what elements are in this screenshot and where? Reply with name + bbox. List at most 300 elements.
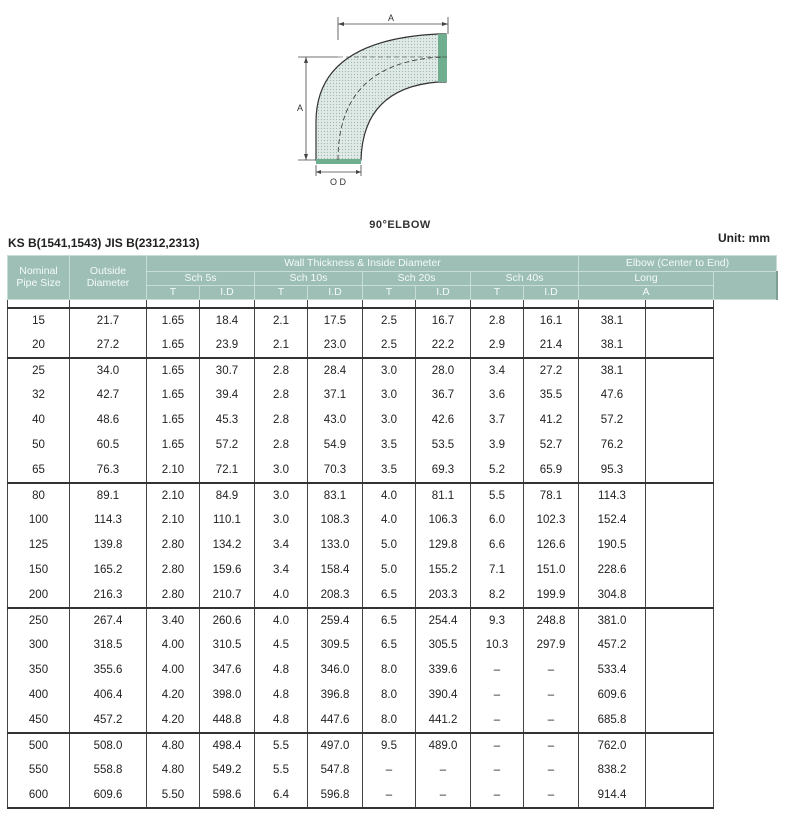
- cell-empty: [646, 533, 714, 558]
- cell-sch40s-id: 297.9: [524, 633, 579, 658]
- cell-sch5s-t: 1.65: [147, 358, 200, 383]
- cell-elbow-a: 76.2: [579, 433, 646, 458]
- header-id: I.D: [308, 286, 363, 300]
- header-id: I.D: [416, 286, 471, 300]
- cell-sch20s-id: 155.2: [416, 558, 471, 583]
- cell-sch10s-id: 259.4: [308, 608, 363, 633]
- spacer-cell: [471, 300, 524, 308]
- cell-empty: [646, 683, 714, 708]
- cell-sch20s-id: 203.3: [416, 583, 471, 608]
- cell-sch10s-t: 2.8: [255, 358, 308, 383]
- cell-sch20s-id: 390.4: [416, 683, 471, 708]
- cell-empty: [646, 358, 714, 383]
- cell-sch20s-id: 28.0: [416, 358, 471, 383]
- cell-sch5s-id: 598.6: [200, 783, 255, 808]
- cell-sch40s-t: –: [471, 708, 524, 733]
- cell-sch5s-id: 57.2: [200, 433, 255, 458]
- cell-sch10s-id: 37.1: [308, 383, 363, 408]
- cell-sch5s-id: 498.4: [200, 733, 255, 758]
- cell-blank: [714, 608, 777, 633]
- cell-blank: [714, 583, 777, 608]
- cell-sch20s-id: 254.4: [416, 608, 471, 633]
- cell-sch5s-id: 347.6: [200, 658, 255, 683]
- header-sch-40s: Sch 40s: [471, 272, 579, 286]
- cell-sch10s-t: 3.0: [255, 508, 308, 533]
- cell-blank: [714, 433, 777, 458]
- cell-nominal-size: 450: [8, 708, 70, 733]
- cell-empty: [646, 708, 714, 733]
- cell-sch10s-t: 2.8: [255, 433, 308, 458]
- cell-sch40s-t: –: [471, 783, 524, 808]
- cell-sch40s-id: 52.7: [524, 433, 579, 458]
- cell-sch5s-t: 4.20: [147, 708, 200, 733]
- cell-blank: [714, 658, 777, 683]
- cell-nominal-size: 125: [8, 533, 70, 558]
- cell-sch40s-id: 126.6: [524, 533, 579, 558]
- cell-outside-diameter: 406.4: [70, 683, 147, 708]
- cell-sch40s-t: 9.3: [471, 608, 524, 633]
- cell-sch20s-t: 4.0: [363, 483, 416, 508]
- label-od: O D: [329, 177, 347, 187]
- cell-sch20s-id: 489.0: [416, 733, 471, 758]
- cell-sch20s-t: 3.5: [363, 433, 416, 458]
- cell-sch40s-id: 78.1: [524, 483, 579, 508]
- cell-sch5s-id: 159.6: [200, 558, 255, 583]
- cell-sch5s-t: 1.65: [147, 333, 200, 358]
- cell-sch40s-t: 3.6: [471, 383, 524, 408]
- cell-blank: [714, 383, 777, 408]
- table-row: [8, 733, 777, 758]
- cell-sch40s-id: 102.3: [524, 508, 579, 533]
- spacer-cell: [308, 300, 363, 308]
- table-row: [8, 383, 777, 408]
- cell-sch5s-t: 4.80: [147, 758, 200, 783]
- cell-nominal-size: 600: [8, 783, 70, 808]
- cell-sch10s-id: 43.0: [308, 408, 363, 433]
- cell-empty: [646, 508, 714, 533]
- table-row: [8, 783, 777, 808]
- cell-elbow-a: 533.4: [579, 658, 646, 683]
- cell-outside-diameter: 48.6: [70, 408, 147, 433]
- cell-sch40s-t: 2.9: [471, 333, 524, 358]
- cell-sch10s-t: 4.8: [255, 708, 308, 733]
- cell-blank: [714, 683, 777, 708]
- header-outside-diameter: Outside Diameter: [70, 256, 147, 300]
- header-long: Long: [579, 272, 714, 286]
- cell-empty: [646, 333, 714, 358]
- cell-sch40s-t: –: [471, 733, 524, 758]
- cell-sch40s-id: 151.0: [524, 558, 579, 583]
- cell-sch40s-t: 3.7: [471, 408, 524, 433]
- cell-sch5s-t: 2.80: [147, 558, 200, 583]
- cell-nominal-size: 80: [8, 483, 70, 508]
- cell-outside-diameter: 609.6: [70, 783, 147, 808]
- cell-nominal-size: 15: [8, 308, 70, 333]
- cell-sch5s-id: 39.4: [200, 383, 255, 408]
- cell-nominal-size: 40: [8, 408, 70, 433]
- cell-elbow-a: 914.4: [579, 783, 646, 808]
- cell-outside-diameter: 318.5: [70, 633, 147, 658]
- cell-sch10s-t: 6.4: [255, 783, 308, 808]
- cell-blank: [714, 483, 777, 508]
- cell-outside-diameter: 267.4: [70, 608, 147, 633]
- cell-sch10s-id: 447.6: [308, 708, 363, 733]
- cell-elbow-a: 609.6: [579, 683, 646, 708]
- cell-sch10s-id: 596.8: [308, 783, 363, 808]
- cell-elbow-a: 38.1: [579, 358, 646, 383]
- cell-empty: [646, 658, 714, 683]
- cell-sch5s-id: 18.4: [200, 308, 255, 333]
- cell-sch10s-t: 4.8: [255, 658, 308, 683]
- cell-sch5s-t: 5.50: [147, 783, 200, 808]
- cell-sch10s-id: 54.9: [308, 433, 363, 458]
- cell-outside-diameter: 42.7: [70, 383, 147, 408]
- cell-outside-diameter: 355.6: [70, 658, 147, 683]
- cell-sch40s-id: –: [524, 683, 579, 708]
- cell-sch20s-id: 81.1: [416, 483, 471, 508]
- cell-elbow-a: 838.2: [579, 758, 646, 783]
- table-body: [8, 300, 777, 808]
- cell-sch40s-t: 8.2: [471, 583, 524, 608]
- cell-outside-diameter: 139.8: [70, 533, 147, 558]
- cell-sch40s-id: 21.4: [524, 333, 579, 358]
- cell-sch40s-t: –: [471, 758, 524, 783]
- cell-sch20s-id: –: [416, 758, 471, 783]
- header-id: I.D: [524, 286, 579, 300]
- spacer-cell: [646, 300, 714, 308]
- table-row: [8, 558, 777, 583]
- cell-elbow-a: 38.1: [579, 308, 646, 333]
- cell-sch5s-t: 1.65: [147, 308, 200, 333]
- cell-sch40s-t: 6.6: [471, 533, 524, 558]
- cell-nominal-size: 32: [8, 383, 70, 408]
- cell-nominal-size: 65: [8, 458, 70, 483]
- cell-outside-diameter: 165.2: [70, 558, 147, 583]
- cell-empty: [646, 783, 714, 808]
- elbow-spec-table: [7, 255, 778, 809]
- cell-nominal-size: 25: [8, 358, 70, 383]
- cell-blank: [714, 708, 777, 733]
- cell-empty: [646, 583, 714, 608]
- cell-nominal-size: 400: [8, 683, 70, 708]
- cell-sch20s-id: 339.6: [416, 658, 471, 683]
- header-id: I.D: [200, 286, 255, 300]
- table-row: [8, 358, 777, 383]
- cell-sch10s-t: 3.0: [255, 458, 308, 483]
- cell-sch20s-t: 2.5: [363, 333, 416, 358]
- table-row: [8, 633, 777, 658]
- spacer-cell: [363, 300, 416, 308]
- spacer-cell: [70, 300, 147, 308]
- cell-sch5s-id: 84.9: [200, 483, 255, 508]
- cell-sch5s-t: 1.65: [147, 408, 200, 433]
- cell-sch5s-t: 4.00: [147, 658, 200, 683]
- cell-sch10s-t: 2.1: [255, 308, 308, 333]
- cell-sch5s-t: 2.80: [147, 583, 200, 608]
- cell-sch10s-t: 2.1: [255, 333, 308, 358]
- cell-sch10s-id: 23.0: [308, 333, 363, 358]
- table-row: [8, 608, 777, 633]
- unit-label: Unit: mm: [718, 231, 770, 245]
- cell-elbow-a: 381.0: [579, 608, 646, 633]
- cell-sch5s-t: 1.65: [147, 433, 200, 458]
- cell-sch10s-id: 133.0: [308, 533, 363, 558]
- cell-blank: [714, 533, 777, 558]
- cell-sch5s-id: 210.7: [200, 583, 255, 608]
- cell-elbow-a: 114.3: [579, 483, 646, 508]
- cell-sch20s-t: –: [363, 783, 416, 808]
- cell-sch20s-t: 3.0: [363, 383, 416, 408]
- cell-elbow-a: 38.1: [579, 333, 646, 358]
- cell-nominal-size: 100: [8, 508, 70, 533]
- cell-sch20s-t: 6.5: [363, 608, 416, 633]
- cell-sch10s-id: 108.3: [308, 508, 363, 533]
- cell-outside-diameter: 114.3: [70, 508, 147, 533]
- table-header: [8, 256, 777, 300]
- cell-sch40s-t: 6.0: [471, 508, 524, 533]
- cell-sch10s-t: 4.8: [255, 683, 308, 708]
- cell-outside-diameter: 60.5: [70, 433, 147, 458]
- header-elbow: Elbow (Center to End): [579, 256, 777, 272]
- cell-sch10s-id: 28.4: [308, 358, 363, 383]
- cell-sch5s-t: 2.10: [147, 508, 200, 533]
- cell-elbow-a: 47.6: [579, 383, 646, 408]
- spacer-cell: [200, 300, 255, 308]
- cell-empty: [646, 633, 714, 658]
- cell-sch5s-t: 1.65: [147, 383, 200, 408]
- cell-sch5s-id: 72.1: [200, 458, 255, 483]
- cell-outside-diameter: 76.3: [70, 458, 147, 483]
- cell-blank: [714, 308, 777, 333]
- table-row: [8, 458, 777, 483]
- cell-sch40s-id: 35.5: [524, 383, 579, 408]
- cell-elbow-a: 304.8: [579, 583, 646, 608]
- cell-blank: [714, 558, 777, 583]
- cell-sch10s-id: 17.5: [308, 308, 363, 333]
- header-sch-5s: Sch 5s: [147, 272, 255, 286]
- spacer-row: [8, 300, 777, 308]
- cell-sch40s-t: 3.4: [471, 358, 524, 383]
- cell-nominal-size: 20: [8, 333, 70, 358]
- table-row: [8, 308, 777, 333]
- cell-sch40s-id: 27.2: [524, 358, 579, 383]
- cell-sch5s-t: 2.80: [147, 533, 200, 558]
- cell-nominal-size: 300: [8, 633, 70, 658]
- cell-sch5s-t: 4.20: [147, 683, 200, 708]
- cell-empty: [646, 733, 714, 758]
- diagram-caption: 90°ELBOW: [369, 219, 431, 231]
- cell-sch40s-id: 65.9: [524, 458, 579, 483]
- cell-sch5s-id: 310.5: [200, 633, 255, 658]
- cell-outside-diameter: 508.0: [70, 733, 147, 758]
- cell-empty: [646, 458, 714, 483]
- cell-sch5s-t: 3.40: [147, 608, 200, 633]
- header-t: T: [255, 286, 308, 300]
- cell-sch20s-t: 6.5: [363, 583, 416, 608]
- cell-nominal-size: 50: [8, 433, 70, 458]
- cell-sch20s-id: –: [416, 783, 471, 808]
- cell-blank: [714, 408, 777, 433]
- cell-sch20s-t: 9.5: [363, 733, 416, 758]
- cell-sch40s-id: –: [524, 733, 579, 758]
- cell-sch40s-t: 2.8: [471, 308, 524, 333]
- cell-empty: [646, 408, 714, 433]
- standard-reference: KS B(1541,1543) JIS B(2312,2313): [8, 236, 200, 250]
- cell-sch10s-id: 83.1: [308, 483, 363, 508]
- cell-sch20s-t: 8.0: [363, 658, 416, 683]
- cell-sch20s-t: 4.0: [363, 508, 416, 533]
- cell-sch20s-id: 106.3: [416, 508, 471, 533]
- cell-elbow-a: 190.5: [579, 533, 646, 558]
- header-t: T: [147, 286, 200, 300]
- cell-sch10s-t: 5.5: [255, 733, 308, 758]
- spacer-cell: [579, 300, 646, 308]
- cell-sch40s-t: –: [471, 683, 524, 708]
- cell-elbow-a: 228.6: [579, 558, 646, 583]
- cell-sch5s-id: 23.9: [200, 333, 255, 358]
- cell-sch40s-t: 10.3: [471, 633, 524, 658]
- cell-sch5s-t: 2.10: [147, 458, 200, 483]
- cell-blank: [714, 508, 777, 533]
- spacer-cell: [255, 300, 308, 308]
- cell-sch20s-t: 3.5: [363, 458, 416, 483]
- cell-sch10s-id: 158.4: [308, 558, 363, 583]
- cell-elbow-a: 685.8: [579, 708, 646, 733]
- label-a-top: A: [387, 13, 395, 23]
- cell-elbow-a: 152.4: [579, 508, 646, 533]
- cell-elbow-a: 457.2: [579, 633, 646, 658]
- cell-sch40s-id: 248.8: [524, 608, 579, 633]
- cell-blank: [714, 333, 777, 358]
- header-t: T: [363, 286, 416, 300]
- cell-sch10s-t: 2.8: [255, 383, 308, 408]
- table-row: [8, 758, 777, 783]
- cell-sch40s-t: 3.9: [471, 433, 524, 458]
- label-a-left: A: [296, 103, 304, 113]
- cell-sch40s-id: –: [524, 758, 579, 783]
- cell-sch10s-id: 547.8: [308, 758, 363, 783]
- cell-sch40s-id: –: [524, 783, 579, 808]
- spacer-cell: [8, 300, 70, 308]
- cell-sch20s-t: 5.0: [363, 533, 416, 558]
- cell-sch10s-t: 3.4: [255, 533, 308, 558]
- cell-sch20s-id: 22.2: [416, 333, 471, 358]
- cell-nominal-size: 500: [8, 733, 70, 758]
- cell-sch20s-t: 8.0: [363, 708, 416, 733]
- cell-empty: [646, 383, 714, 408]
- header-nominal-size: Nominal Pipe Size: [8, 256, 70, 300]
- spacer-cell: [147, 300, 200, 308]
- spacer-cell: [714, 300, 777, 308]
- cell-nominal-size: 150: [8, 558, 70, 583]
- cell-sch20s-t: –: [363, 758, 416, 783]
- cell-empty: [646, 483, 714, 508]
- cell-sch10s-id: 70.3: [308, 458, 363, 483]
- cell-outside-diameter: 216.3: [70, 583, 147, 608]
- cell-sch20s-id: 42.6: [416, 408, 471, 433]
- cell-sch5s-id: 45.3: [200, 408, 255, 433]
- cell-sch20s-t: 6.5: [363, 633, 416, 658]
- header-t: T: [471, 286, 524, 300]
- header-a: A: [579, 286, 714, 300]
- cell-sch10s-t: 4.5: [255, 633, 308, 658]
- cell-elbow-a: 57.2: [579, 408, 646, 433]
- cell-sch5s-id: 110.1: [200, 508, 255, 533]
- table-row: [8, 658, 777, 683]
- cell-empty: [646, 608, 714, 633]
- cell-sch5s-t: 4.80: [147, 733, 200, 758]
- cell-sch20s-id: 53.5: [416, 433, 471, 458]
- header-wall-thickness: Wall Thickness & Inside Diameter: [147, 256, 579, 272]
- cell-sch5s-id: 448.8: [200, 708, 255, 733]
- table-row: [8, 408, 777, 433]
- cell-blank: [714, 758, 777, 783]
- table-row: [8, 433, 777, 458]
- cell-sch20s-id: 441.2: [416, 708, 471, 733]
- cell-empty: [646, 308, 714, 333]
- cell-sch20s-id: 36.7: [416, 383, 471, 408]
- cell-sch20s-t: 3.0: [363, 358, 416, 383]
- cell-sch10s-t: 5.5: [255, 758, 308, 783]
- cell-elbow-a: 95.3: [579, 458, 646, 483]
- cell-sch40s-id: 41.2: [524, 408, 579, 433]
- cell-sch20s-id: 305.5: [416, 633, 471, 658]
- cell-sch10s-id: 309.5: [308, 633, 363, 658]
- table-row: [8, 683, 777, 708]
- cell-nominal-size: 550: [8, 758, 70, 783]
- cell-blank: [714, 733, 777, 758]
- cell-outside-diameter: 34.0: [70, 358, 147, 383]
- cell-sch20s-t: 5.0: [363, 558, 416, 583]
- table-row: [8, 508, 777, 533]
- cell-sch5s-id: 549.2: [200, 758, 255, 783]
- table-row: [8, 483, 777, 508]
- cell-sch5s-id: 398.0: [200, 683, 255, 708]
- cell-sch40s-t: 5.5: [471, 483, 524, 508]
- header-blank: [714, 272, 777, 300]
- table-row: [8, 533, 777, 558]
- table-row: [8, 583, 777, 608]
- cell-sch40s-id: –: [524, 708, 579, 733]
- cell-sch10s-id: 208.3: [308, 583, 363, 608]
- cell-sch10s-t: 3.4: [255, 558, 308, 583]
- cell-blank: [714, 358, 777, 383]
- cell-sch20s-id: 129.8: [416, 533, 471, 558]
- cell-sch5s-id: 134.2: [200, 533, 255, 558]
- table-row: [8, 708, 777, 733]
- cell-sch10s-t: 4.0: [255, 608, 308, 633]
- cell-outside-diameter: 457.2: [70, 708, 147, 733]
- cell-sch40s-t: –: [471, 658, 524, 683]
- cell-sch5s-id: 260.6: [200, 608, 255, 633]
- cell-sch10s-id: 346.0: [308, 658, 363, 683]
- elbow-diagram: [290, 10, 460, 190]
- cell-sch20s-id: 16.7: [416, 308, 471, 333]
- cell-blank: [714, 458, 777, 483]
- cell-sch10s-t: 3.0: [255, 483, 308, 508]
- cell-sch10s-t: 4.0: [255, 583, 308, 608]
- cell-empty: [646, 758, 714, 783]
- cell-sch40s-id: 199.9: [524, 583, 579, 608]
- cell-outside-diameter: 558.8: [70, 758, 147, 783]
- cell-sch20s-id: 69.3: [416, 458, 471, 483]
- cell-sch20s-t: 3.0: [363, 408, 416, 433]
- cell-nominal-size: 200: [8, 583, 70, 608]
- cell-blank: [714, 783, 777, 808]
- cell-elbow-a: 762.0: [579, 733, 646, 758]
- cell-sch5s-id: 30.7: [200, 358, 255, 383]
- cell-outside-diameter: 27.2: [70, 333, 147, 358]
